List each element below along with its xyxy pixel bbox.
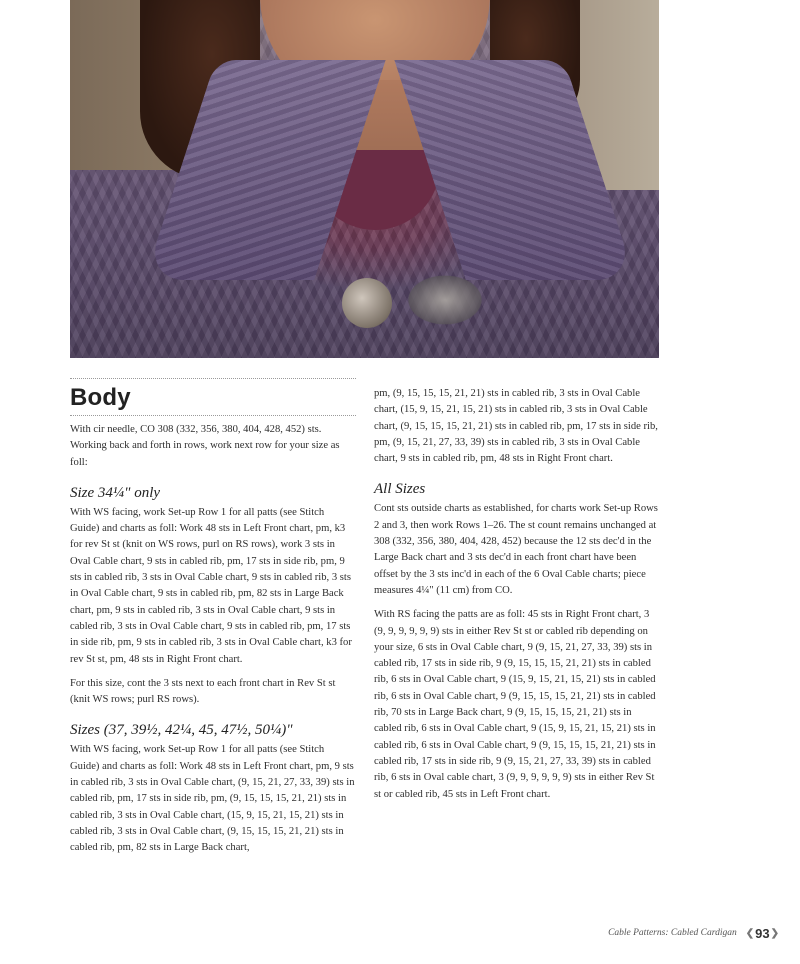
left-column <box>70 378 356 865</box>
other-sizes-heading: Sizes (37, 39½, 42¼, 45, 47½, 50¼)" <box>70 722 293 739</box>
size-34-note: For this size, cont the 3 sts next to each front chart in Rev St st (knit WS rows; purl RS rows). <box>70 677 336 706</box>
photo-button <box>342 278 392 328</box>
ornament-right-icon: ❯ <box>770 927 779 939</box>
other-sizes-paragraph-continued: pm, (9, 15, 15, 15, 21, 21) sts in cabled rib, 3 sts in Oval Cable chart, (15, 9, 15, 21, 15, 21) sts in cabled rib, 3 sts in Oval Cable chart, (9, 15, 15, 15, 21, 21) sts in cabled rib, pm, 17 sts in side rib, pm, (9, 15, 21, 27, 33, 39) sts in cabled rib, 3 sts in Oval Cable chart, 9 sts in cabled rib, pm, 48 sts in Right Front chart. <box>374 388 658 465</box>
intro-paragraph: With cir needle, CO 308 (332, 356, 380, 404, 428, 452) sts. Working back and forth in rows, work next row for your size as foll: <box>70 424 340 468</box>
other-sizes-paragraph: With WS facing, work Set-up Row 1 for all patts (see Stitch Guide) and charts as foll: Work 48 sts in Left Front chart, pm, 9 sts in cabled rib, 3 sts in Oval Cable chart, (9, 15, 21, 27, 33, 39) sts in cabled rib, pm, 17 sts in side rib, pm, (9, 15, 15, 15, 21, 21) sts in cabled rib, 3 sts in Oval Cable chart, (15, 9, 15, 21, 15, 21) sts in cabled rib, 3 sts in Oval Cable chart, (9, 15, 15, 15, 21, 21) sts in cabled rib, pm, 82 sts in Large Back chart, <box>70 744 355 854</box>
all-sizes-pattern-paragraph: With RS facing the patts are as foll: 45 sts in Right Front chart, 3 (9, 9, 9, 9, 9, 9) sts in either Rev St st or cabled rib depending on your size, 6 sts in Oval Cable chart, 9 (9, 15, 21, 27, 33, 39) sts in cabled rib, 17 sts in side rib, 9 (9, 15, 15, 15, 21, 21) sts in cabled rib, 6 sts in Oval Cable chart, 9 (15, 9, 15, 21, 15, 21) sts in cabled rib, 6 sts in Oval Cable chart, 9 (9, 15, 15, 15, 21, 21) sts in cabled rib, 70 sts in Large Back chart, 9 (9, 15, 15, 15, 21, 21) sts in cabled rib, 6 sts in Oval Cable chart, 9 (15, 9, 15, 21, 15, 21) sts in cabled rib, 6 sts in Oval Cable chart, 9 (9, 15, 15, 15, 21, 21) sts in cabled rib, 17 sts in side rib, 9 (9, 15, 21, 27, 33, 39) sts in cabled rib, 6 sts in Oval cable chart, 3 (9, 9, 9, 9, 9, 9) sts in either Rev St st or cabled rib, 45 sts in Left Front chart. <box>374 609 656 800</box>
ornament-left-icon: ❮ <box>745 927 755 939</box>
page-number <box>745 926 780 941</box>
running-title: Cable Patterns: Cabled Cardigan <box>608 928 737 938</box>
all-sizes-heading: All Sizes <box>374 481 426 498</box>
heading-rule-bottom <box>70 415 356 416</box>
size-34-heading: Size 34¼" only <box>70 484 161 501</box>
section-heading: Body <box>70 384 131 411</box>
size-34-paragraph: With WS facing, work Set-up Row 1 for all patts (see Stitch Guide) and charts as foll: Work 48 sts in Left Front chart, pm, k3 for rev St st (knit on WS rows, purl on RS rows), work 3 sts in Oval Cable chart, 9 sts in cabled rib, pm, 17 sts in side rib, pm, 9 sts in cabled rib, 3 sts in Oval Cable chart, 9 sts in cabled rib, 3 sts in Oval Cable chart, 9 sts in cabled rib, pm, 82 sts in Large Back chart, pm, 9 sts in cabled rib, 3 sts in Oval Cable chart, 9 sts in cabled rib, 3 sts in Oval Cable chart, 9 sts in cabled rib, pm, 17 sts in side rib, pm, 9 sts in cabled rib, 3 sts in Oval Cable chart, k3 for rev St st, pm, 48 sts in Right Front chart. <box>70 506 352 665</box>
cardigan-photo <box>70 0 659 358</box>
page-footer <box>560 924 780 942</box>
right-column <box>374 386 660 811</box>
all-sizes-paragraph: Cont sts outside charts as established, for charts work Set-up Rows 2 and 3, then work Rows 1–26. The st count remains unchanged at 308 (332, 356, 380, 404, 428, 452) because the 12 sts dec'd in the Large Back chart and 3 sts dec'd in each front chart have been offset by the 3 sts inc'd in each of the 6 Oval Cable charts; piece measures 4¼" (11 cm) from CO. <box>374 503 658 596</box>
heading-rule-top <box>70 378 356 379</box>
page-number-value: 93 <box>755 925 770 941</box>
